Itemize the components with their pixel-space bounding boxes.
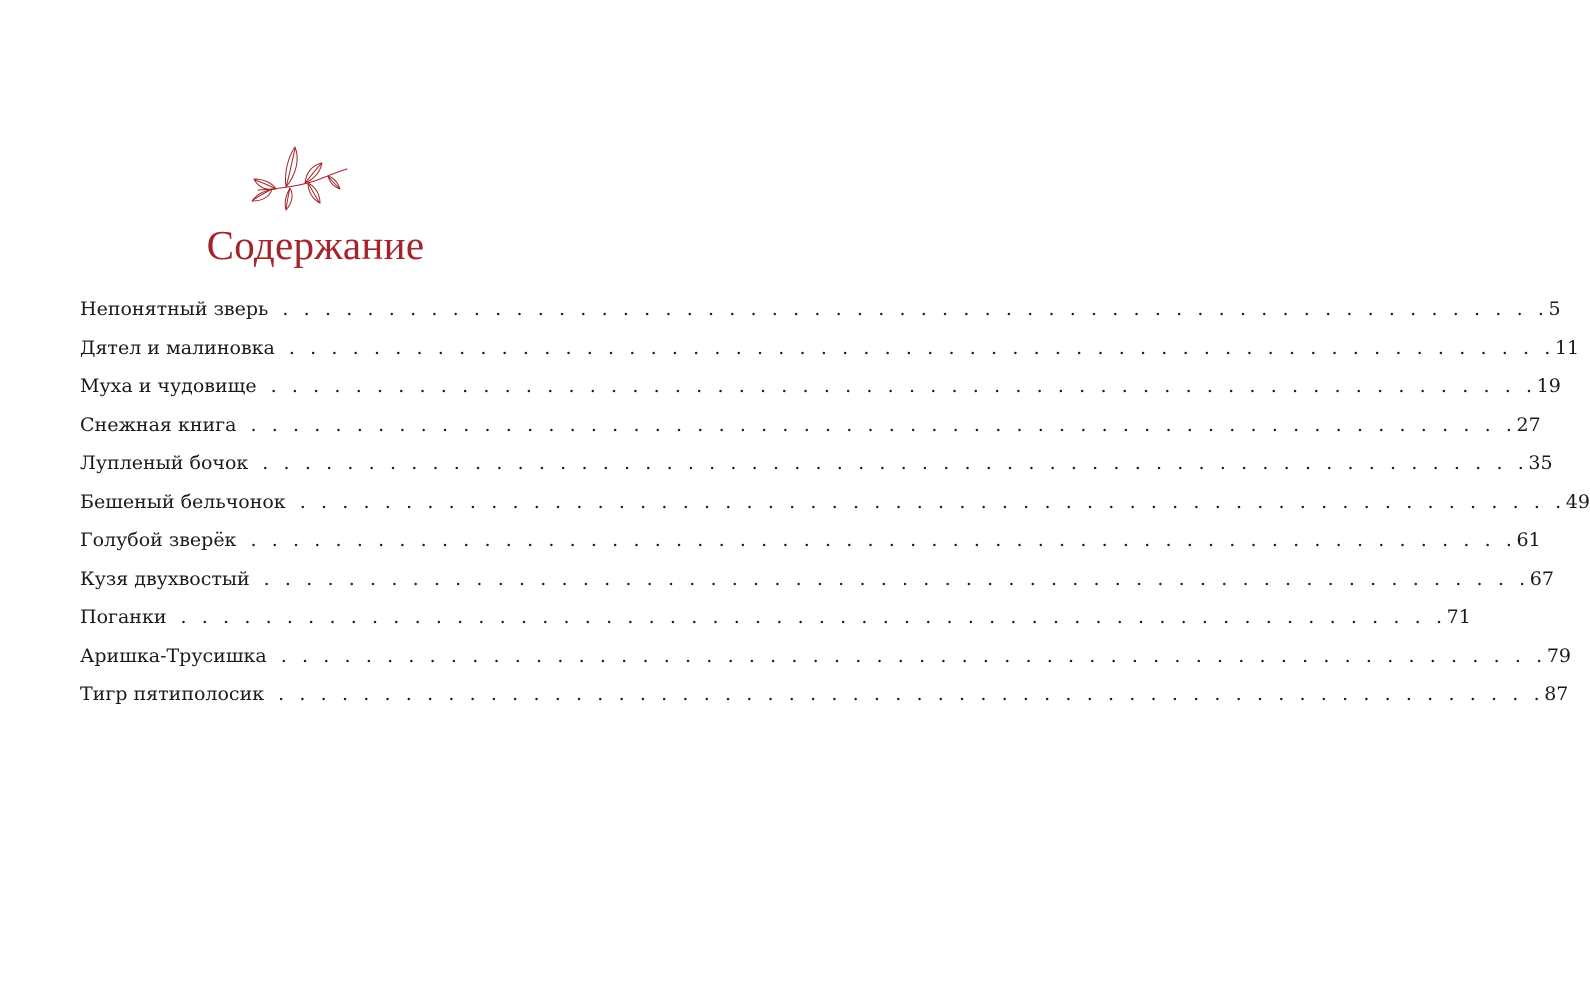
toc-dot-leader: . . . . . . . . . . . . . . . . . . . . . . . . . . . . . . . . . . . . . . . . . . . . . . . . . . . . . . . . . . . . <box>288 336 1555 359</box>
toc-dot-leader: . . . . . . . . . . . . . . . . . . . . . . . . . . . . . . . . . . . . . . . . . . . . . . . . . . . . . . . . . . . . <box>262 452 1529 474</box>
leaf-branch-icon <box>250 143 350 213</box>
toc-entry-title: Лупленый бочок <box>80 452 249 474</box>
toc-entry-title: Непонятный зверь <box>80 298 269 320</box>
toc-entry-page-number: 5 <box>1548 298 1561 320</box>
toc-entry-title: Тигр пятиполосик <box>80 683 265 705</box>
toc-entry <box>80 413 1541 453</box>
toc-entry-title: Голубой зверёк <box>80 529 237 551</box>
toc-dot-leader: . . . . . . . . . . . . . . . . . . . . . . . . . . . . . . . . . . . . . . . . . . . . . . . . . . . . . . . . . . . . <box>270 375 1537 397</box>
toc-entry <box>80 683 1569 722</box>
toc-entry <box>80 298 1561 337</box>
toc-dot-leader: . . . . . . . . . . . . . . . . . . . . . . . . . . . . . . . . . . . . . . . . . . . . . . . . . . . . . . . . . . . . <box>280 644 1547 667</box>
toc-entry <box>80 452 1553 491</box>
toc-entry-title: Дятел и малиновка <box>80 336 275 359</box>
toc-entry-page-number: 11 <box>1554 336 1580 359</box>
page-title: Содержание <box>206 222 425 268</box>
table-of-contents <box>80 298 1590 722</box>
toc-entry <box>80 336 1580 376</box>
toc-dot-leader: . . . . . . . . . . . . . . . . . . . . . . . . . . . . . . . . . . . . . . . . . . . . . . . . . . . . . . . . . . . . <box>282 298 1549 320</box>
toc-entry-page-number: 49 <box>1565 490 1590 513</box>
toc-entry-page-number: 35 <box>1528 452 1553 474</box>
toc-entry-title: Бешеный бельчонок <box>80 490 286 513</box>
toc-entry-page-number: 87 <box>1544 683 1569 705</box>
toc-dot-leader: . . . . . . . . . . . . . . . . . . . . . . . . . . . . . . . . . . . . . . . . . . . . . . . . . . . . . . . . . . . . <box>250 413 1517 436</box>
toc-dot-leader: . . . . . . . . . . . . . . . . . . . . . . . . . . . . . . . . . . . . . . . . . . . . . . . . . . . . . . . . . . . . <box>299 490 1566 513</box>
toc-entry-title: Снежная книга <box>80 413 237 436</box>
toc-entry-page-number: 79 <box>1546 644 1571 667</box>
toc-entry-page-number: 71 <box>1446 606 1471 628</box>
toc-dot-leader: . . . . . . . . . . . . . . . . . . . . . . . . . . . . . . . . . . . . . . . . . . . . . . . . . . . . . . . . . . . . <box>250 529 1517 551</box>
toc-entry <box>80 490 1590 530</box>
toc-entry <box>80 567 1554 607</box>
toc-entry <box>80 606 1471 645</box>
toc-entry-title: Кузя двухвостый <box>80 567 250 590</box>
toc-entry-page-number: 19 <box>1536 375 1561 397</box>
toc-entry-page-number: 27 <box>1516 413 1541 436</box>
toc-entry <box>80 375 1561 414</box>
toc-dot-leader: . . . . . . . . . . . . . . . . . . . . . . . . . . . . . . . . . . . . . . . . . . . . . . . . . . . . . . . . . . . . <box>278 683 1545 705</box>
toc-entry-title: Муха и чудовище <box>80 375 257 397</box>
toc-entry <box>80 644 1571 684</box>
toc-entry <box>80 529 1541 568</box>
toc-entry-page-number: 67 <box>1529 567 1554 590</box>
toc-dot-leader: . . . . . . . . . . . . . . . . . . . . . . . . . . . . . . . . . . . . . . . . . . . . . . . . . . . . . . . . . . . . <box>263 567 1530 590</box>
toc-entry-title: Аришка-Трусишка <box>80 644 267 667</box>
toc-dot-leader: . . . . . . . . . . . . . . . . . . . . . . . . . . . . . . . . . . . . . . . . . . . . . . . . . . . . . . . . . . . . <box>180 606 1447 628</box>
toc-entry-title: Поганки <box>80 606 167 628</box>
toc-entry-page-number: 61 <box>1516 529 1541 551</box>
